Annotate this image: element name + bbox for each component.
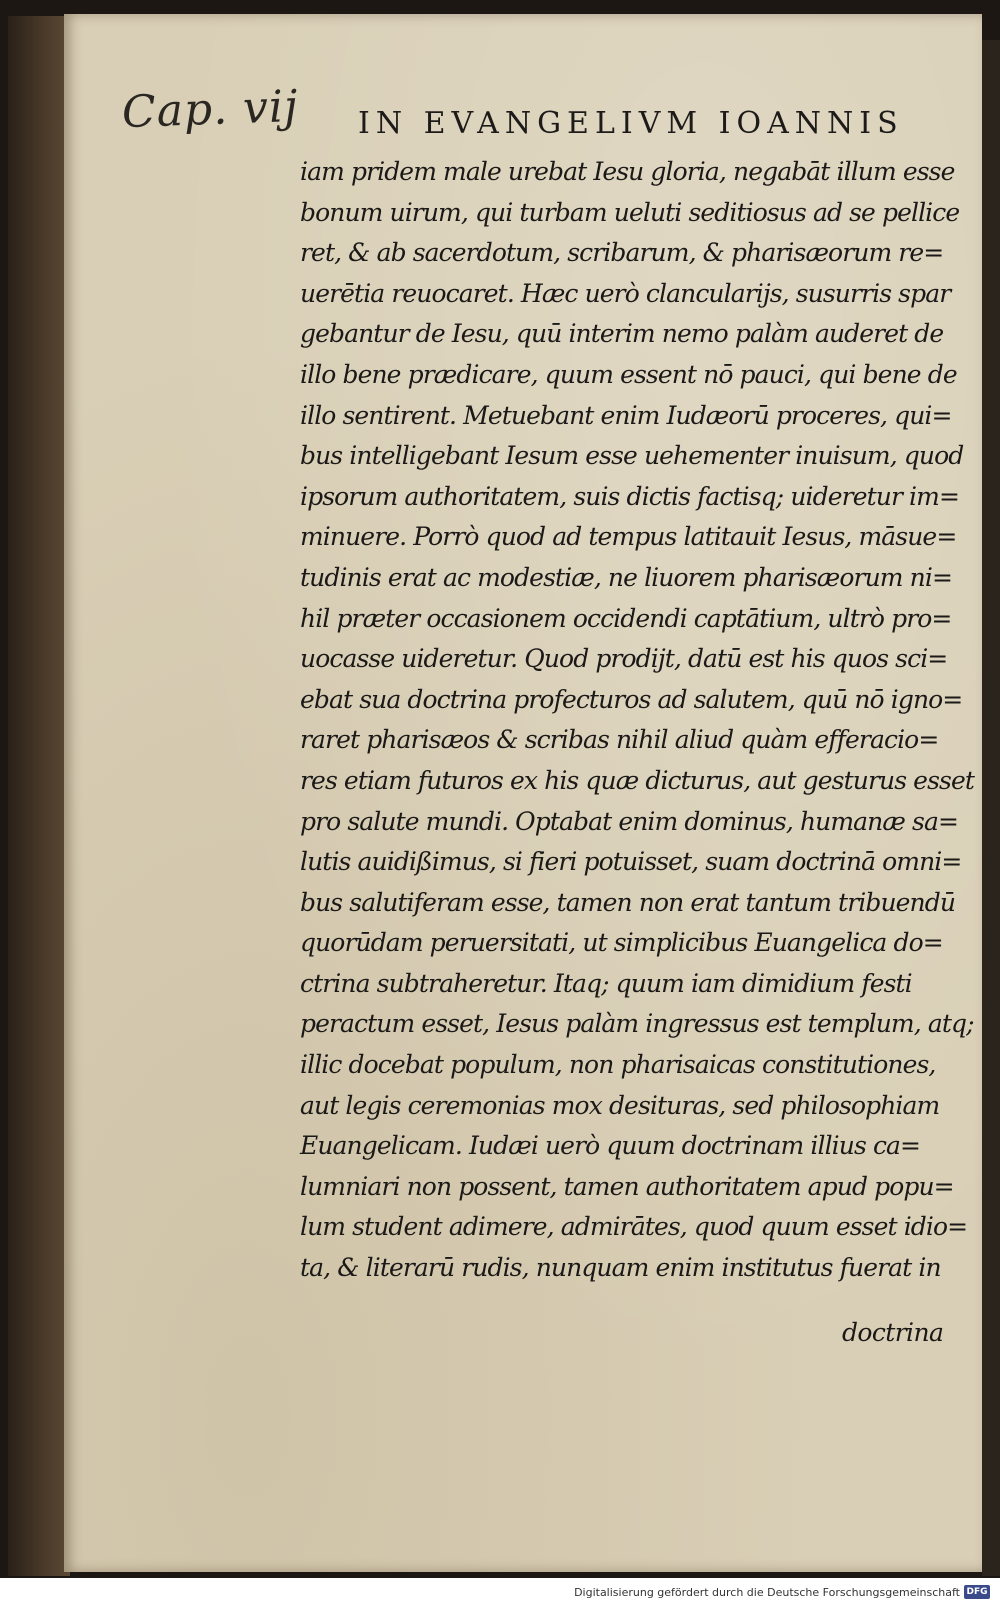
text-line: bonum uirum, qui turbam ueluti seditiosus ad se pellice: [300, 197, 960, 227]
text-line: pro salute mundi. Optabat enim dominus, humanæ sa=: [300, 806, 958, 836]
catchword: doctrina: [842, 1318, 944, 1347]
text-line: quorūdam peruersitati, ut simplicibus Euangelica do=: [300, 928, 943, 958]
text-line: ctrina subtraheretur. Itaq; quum iam dimidium festi: [300, 968, 912, 998]
text-line: ebat sua doctrina profecturos ad salutem, quū nō igno=: [300, 684, 963, 714]
text-line: tudinis erat ac modestiæ, ne liuorem pharisæorum ni=: [300, 562, 953, 592]
running-head: IN EVANGELIVM IOANNIS: [358, 106, 904, 141]
text-line: uocasse uideretur. Quod prodijt, datū est his quos sci=: [300, 644, 948, 674]
right-page-edge: [982, 40, 1000, 1576]
text-line: illo sentirent. Metuebant enim Iudæorū proceres, qui=: [300, 400, 952, 430]
text-line: raret pharisæos & scribas nihil aliud quàm efferacio=: [300, 725, 939, 755]
text-line: lutis auidißimus, si fieri potuisset, suam doctrinā omni=: [300, 847, 962, 877]
text-line: bus intelligebant Iesum esse uehementer inuisum, quod: [300, 441, 964, 471]
digitization-credit: Digitalisierung gefördert durch die Deutsche Forschungsgemeinschaft: [574, 1586, 960, 1599]
text-line: peractum esset, Iesus palàm ingressus est templum, atq;: [300, 1009, 974, 1039]
text-line: hil præter occasionem occidendi captātium, ultrò pro=: [300, 603, 952, 633]
text-line: aut legis ceremonias mox desituras, sed philosophiam: [300, 1090, 940, 1120]
text-line: ipsorum authoritatem, suis dictis factisq; uideretur im=: [300, 481, 959, 511]
text-line: uerētia reuocaret. Hæc uerò clancularijs, susurris spar: [300, 278, 951, 308]
text-line: gebantur de Iesu, quū interim nemo palàm auderet de: [300, 319, 944, 349]
text-line: bus salutiferam esse, tamen non erat tantum tribuendū: [300, 887, 956, 917]
facing-page-edge: [8, 16, 70, 1576]
text-line: ret, & ab sacerdotum, scribarum, & pharisæorum re=: [300, 238, 944, 268]
text-line: illo bene prædicare, quum essent nō pauci, qui bene de: [300, 359, 957, 389]
text-line: minuere. Porrò quod ad tempus latitauit Iesus, māsue=: [300, 522, 957, 552]
text-line: lum student adimere, admirātes, quod quum esset idio=: [300, 1212, 968, 1242]
text-line: iam pridem male urebat Iesu gloria, negabāt illum esse: [300, 157, 955, 186]
text-line: lumniari non possent, tamen authoritatem apud popu=: [300, 1171, 954, 1201]
dfg-logo-icon: DFG: [964, 1585, 990, 1599]
text-line: ta, & literarū rudis, nunquam enim institutus fuerat in: [300, 1253, 941, 1283]
text-line: illic docebat populum, non pharisaicas constitutiones,: [300, 1050, 936, 1080]
text-line: Euangelicam. Iudæi uerò quum doctrinam illius ca=: [300, 1131, 921, 1161]
handwritten-chapter-note: Cap. vij: [121, 80, 300, 139]
text-line: res etiam futuros ex his quæ dicturus, aut gesturus esset: [300, 765, 974, 795]
body-text-block: [300, 152, 974, 1289]
